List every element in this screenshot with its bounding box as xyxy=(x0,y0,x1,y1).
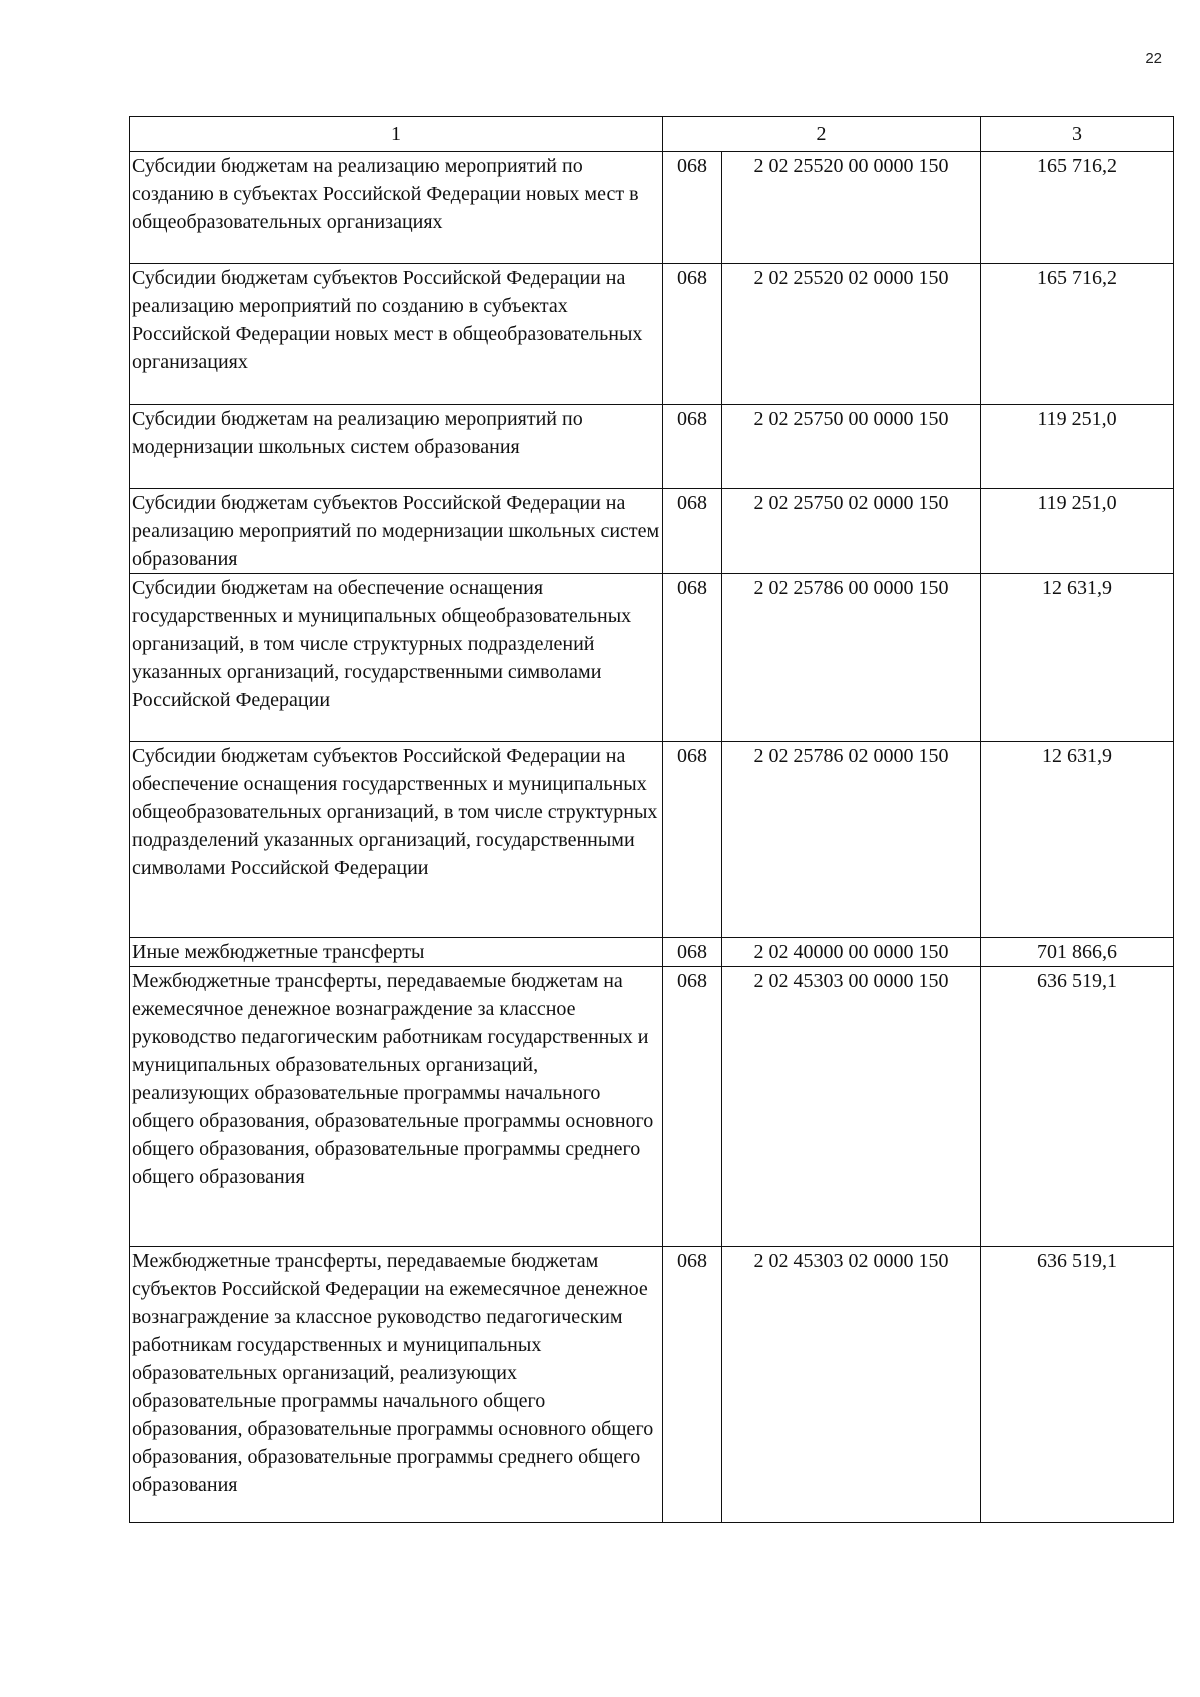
row-amount: 165 716,2 xyxy=(981,264,1174,405)
table-row xyxy=(130,1247,1174,1523)
table-header-row xyxy=(130,117,1174,152)
budget-table xyxy=(129,116,1174,1523)
row-classification-code: 2 02 25750 00 0000 150 xyxy=(722,405,981,489)
table-row xyxy=(130,742,1174,938)
row-admin-code: 068 xyxy=(663,1247,722,1523)
row-amount: 636 519,1 xyxy=(981,1247,1174,1523)
row-classification-code: 2 02 25520 02 0000 150 xyxy=(722,264,981,405)
row-admin-code: 068 xyxy=(663,489,722,574)
row-classification-code: 2 02 45303 00 0000 150 xyxy=(722,967,981,1247)
row-name: Субсидии бюджетам на обеспечение оснащения государственных и муниципальных общеобразовательных организаций, в том числе структурных подразделений указанных организаций, государственными символами Российской Федерации xyxy=(130,574,663,742)
row-admin-code: 068 xyxy=(663,967,722,1247)
table-row xyxy=(130,405,1174,489)
row-name: Субсидии бюджетам субъектов Российской Федерации на реализацию мероприятий по созданию в субъектах Российской Федерации новых мест в общеобразовательных организациях xyxy=(130,264,663,405)
table-row xyxy=(130,574,1174,742)
row-amount: 119 251,0 xyxy=(981,489,1174,574)
row-amount: 636 519,1 xyxy=(981,967,1174,1247)
table-row xyxy=(130,264,1174,405)
row-classification-code: 2 02 25786 00 0000 150 xyxy=(722,574,981,742)
row-name: Иные межбюджетные трансферты xyxy=(130,938,663,967)
row-amount: 701 866,6 xyxy=(981,938,1174,967)
row-name: Субсидии бюджетам на реализацию мероприятий по созданию в субъектах Российской Федерации новых мест в общеобразовательных организациях xyxy=(130,152,663,264)
row-admin-code: 068 xyxy=(663,264,722,405)
row-amount: 119 251,0 xyxy=(981,405,1174,489)
row-admin-code: 068 xyxy=(663,938,722,967)
page-number: 22 xyxy=(1145,50,1162,67)
row-classification-code: 2 02 40000 00 0000 150 xyxy=(722,938,981,967)
row-classification-code: 2 02 25520 00 0000 150 xyxy=(722,152,981,264)
row-admin-code: 068 xyxy=(663,574,722,742)
table-row xyxy=(130,938,1174,967)
row-name: Межбюджетные трансферты, передаваемые бюджетам на ежемесячное денежное вознаграждение за классное руководство педагогическим работникам государственных и муниципальных образовательных организаций, реализующих образовательные программы начального общего образования, образовательные программы основного общего образования, образовательные программы среднего общего образования xyxy=(130,967,663,1247)
row-name: Межбюджетные трансферты, передаваемые бюджетам субъектов Российской Федерации на ежемесячное денежное вознаграждение за классное руководство педагогическим работникам государственных и муниципальных образовательных организаций, реализующих образовательные программы начального общего образования, образовательные программы основного общего образования, образовательные программы среднего общего образования xyxy=(130,1247,663,1523)
row-name: Субсидии бюджетам субъектов Российской Федерации на реализацию мероприятий по модернизации школьных систем образования xyxy=(130,489,663,574)
row-amount: 12 631,9 xyxy=(981,574,1174,742)
table-row xyxy=(130,152,1174,264)
header-col-3: 3 xyxy=(981,117,1174,152)
row-classification-code: 2 02 25750 02 0000 150 xyxy=(722,489,981,574)
header-col-2: 2 xyxy=(663,117,981,152)
table-row xyxy=(130,967,1174,1247)
row-admin-code: 068 xyxy=(663,742,722,938)
row-admin-code: 068 xyxy=(663,405,722,489)
row-admin-code: 068 xyxy=(663,152,722,264)
table-row xyxy=(130,489,1174,574)
row-name: Субсидии бюджетам на реализацию мероприятий по модернизации школьных систем образования xyxy=(130,405,663,489)
header-col-1: 1 xyxy=(130,117,663,152)
row-amount: 165 716,2 xyxy=(981,152,1174,264)
row-name: Субсидии бюджетам субъектов Российской Федерации на обеспечение оснащения государственных и муниципальных общеобразовательных организаций, в том числе структурных подразделений указанных организаций, государственными символами Российской Федерации xyxy=(130,742,663,938)
row-classification-code: 2 02 25786 02 0000 150 xyxy=(722,742,981,938)
row-classification-code: 2 02 45303 02 0000 150 xyxy=(722,1247,981,1523)
row-amount: 12 631,9 xyxy=(981,742,1174,938)
